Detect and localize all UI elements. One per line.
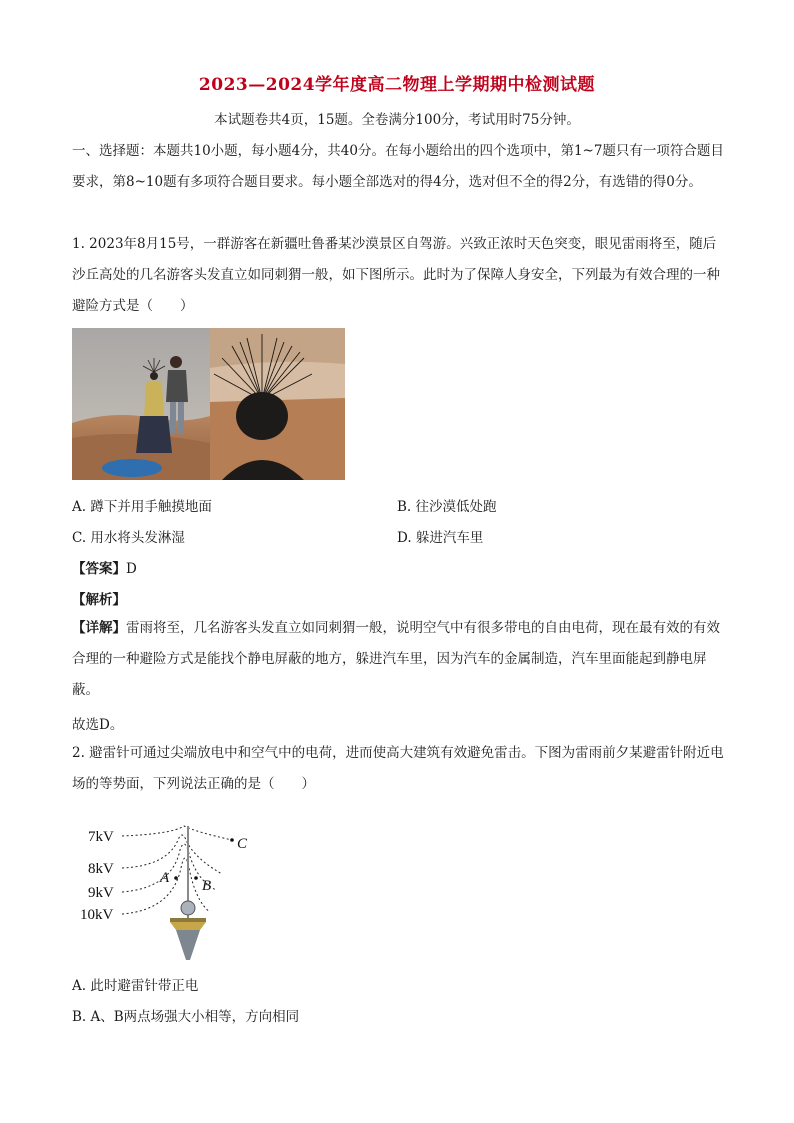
q2-option-a: A. 此时避雷针带正电	[72, 978, 199, 994]
label-10kv: 10kV	[80, 907, 114, 923]
detail-text: 雷雨将至，几名游客头发直立如同刺猬一般，说明空气中有很多带电的自由电荷，现在最有效的有效合理的一种避险方式是能找个静电屏蔽的地方，躲进汽车里，因为汽车的金属制造，汽车里面能起到静电屏蔽。	[72, 620, 720, 698]
label-9kv: 9kV	[88, 885, 114, 901]
point-c: C	[237, 836, 248, 852]
q1-option-b: B. 往沙漠低处跑	[397, 499, 497, 515]
q1-option-c: C. 用水将头发淋湿	[72, 530, 185, 546]
point-a: A	[160, 870, 170, 886]
q1-explanation	[72, 613, 724, 706]
q1-answer	[72, 557, 137, 577]
q1-option-d: D. 躲进汽车里	[397, 530, 484, 546]
q1-conclusion: 故选D。	[72, 717, 124, 733]
label-7kv: 7kV	[88, 829, 114, 845]
question-1-stem: 1. 2023年8月15号，一群游客在新疆吐鲁番某沙漠景区自驾游。兴致正浓时天色突变，眼见雷雨将至，随后沙丘高处的几名游客头发直立如同刺猬一般，如下图所示。此时为了保障人身安全，下列最为有效合理的一种避险方式是（ ）	[72, 236, 720, 314]
question-2-stem: 2. 避雷针可通过尖端放电中和空气中的电荷，进而使高大建筑有效避免雷击。下图为雷雨前夕某避雷针附近电场的等势面，下列说法正确的是（ ）	[72, 745, 724, 792]
q1-analysis-label: 【解析】	[72, 592, 126, 608]
lightning-rod-diagram	[72, 818, 272, 960]
detail-label: 【详解】	[72, 620, 126, 636]
section-instructions: 一、选择题：本题共10小题，每小题4分，共40分。在每小题给出的四个选项中，第1~7题只有一项符合题目要求，第8~10题有多项符合题目要求。每小题全部选对的得4分，选对但不全的得2分，有选错的得0分。	[72, 143, 724, 190]
q2-option-b: B. A、B两点场强大小相等，方向相同	[72, 1009, 300, 1025]
exam-info: 本试题卷共4页，15题。全卷满分100分，考试用时75分钟。	[214, 112, 580, 128]
page-title: 2023—2024学年度高二物理上学期期中检测试题	[198, 75, 596, 95]
label-8kv: 8kV	[88, 861, 114, 877]
answer-value: D	[126, 561, 137, 577]
question-1-photo	[72, 328, 345, 480]
point-b: B	[202, 878, 212, 894]
answer-label: 【答案】	[72, 561, 126, 577]
q1-option-a: A. 蹲下并用手触摸地面	[72, 499, 212, 515]
